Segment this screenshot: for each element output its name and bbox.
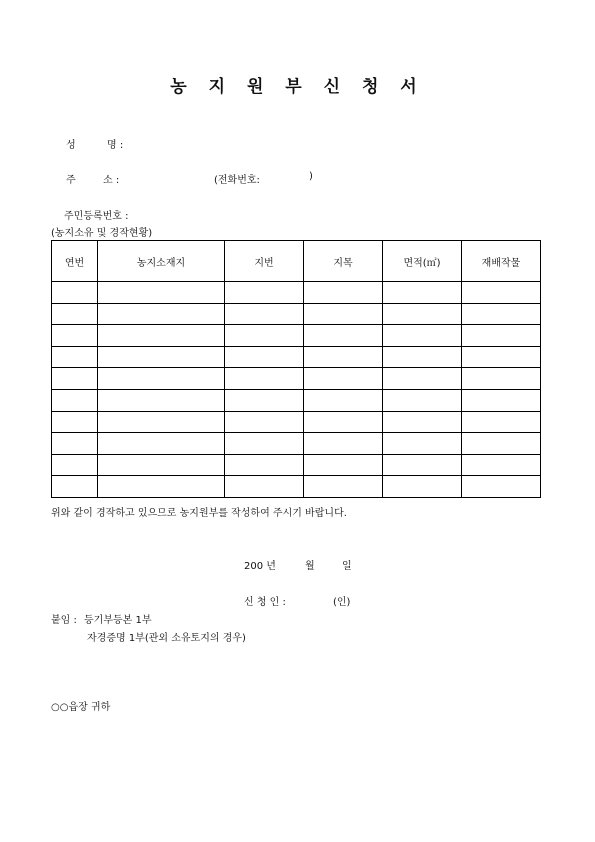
- cell-land-location: [98, 476, 225, 498]
- cell-serial: [52, 476, 98, 498]
- cell-land-location: [98, 454, 225, 476]
- cell-lot-number: [225, 368, 304, 390]
- cell-lot-number: [225, 389, 304, 411]
- cell-serial: [52, 411, 98, 433]
- cell-crop: [462, 476, 541, 498]
- cell-serial: [52, 325, 98, 347]
- phone-close: ): [309, 171, 313, 182]
- table-row: [52, 303, 541, 325]
- attachment-item-1: 등기부등본 1부: [84, 615, 152, 626]
- name-label-first: 성: [66, 140, 76, 151]
- cell-lot-number: [225, 325, 304, 347]
- cell-lot-number: [225, 346, 304, 368]
- name-label-second: 명 :: [107, 140, 124, 151]
- header-area: 면적(㎡): [383, 241, 462, 282]
- cell-land-category: [304, 476, 383, 498]
- cell-area: [383, 282, 462, 304]
- cell-land-location: [98, 368, 225, 390]
- cell-land-category: [304, 303, 383, 325]
- attachment-item-2: 자경증명 1부(관외 소유토지의 경우): [87, 633, 246, 644]
- cell-land-location: [98, 303, 225, 325]
- table-row: [52, 346, 541, 368]
- cell-serial: [52, 346, 98, 368]
- cell-area: [383, 476, 462, 498]
- cell-crop: [462, 433, 541, 455]
- cell-area: [383, 411, 462, 433]
- cell-land-location: [98, 389, 225, 411]
- table-row: [52, 411, 541, 433]
- cell-land-category: [304, 411, 383, 433]
- table-row: [52, 368, 541, 390]
- header-land-location: 농지소재지: [98, 241, 225, 282]
- addressee: ○○읍장 귀하: [51, 702, 111, 713]
- table-row: [52, 389, 541, 411]
- cell-land-location: [98, 282, 225, 304]
- cell-lot-number: [225, 454, 304, 476]
- cell-lot-number: [225, 411, 304, 433]
- applicant-label: 신 청 인 :: [244, 597, 286, 608]
- cell-crop: [462, 325, 541, 347]
- cell-area: [383, 325, 462, 347]
- header-serial: 연번: [52, 241, 98, 282]
- table-row: [52, 476, 541, 498]
- cell-lot-number: [225, 282, 304, 304]
- cell-crop: [462, 303, 541, 325]
- cell-serial: [52, 303, 98, 325]
- applicant-seal: (인): [333, 597, 351, 608]
- cell-lot-number: [225, 476, 304, 498]
- header-crop: 재배작물: [462, 241, 541, 282]
- cell-land-category: [304, 282, 383, 304]
- phone-label: (전화번호:: [214, 175, 260, 186]
- cell-land-category: [304, 433, 383, 455]
- cell-crop: [462, 346, 541, 368]
- cell-land-category: [304, 368, 383, 390]
- cell-serial: [52, 454, 98, 476]
- cell-land-category: [304, 325, 383, 347]
- cell-crop: [462, 389, 541, 411]
- cell-area: [383, 303, 462, 325]
- header-land-category: 지목: [304, 241, 383, 282]
- attachments-label: 붙임 :: [51, 615, 77, 626]
- cell-serial: [52, 433, 98, 455]
- cell-crop: [462, 282, 541, 304]
- table-row: [52, 454, 541, 476]
- date-year: 200 년: [244, 561, 276, 572]
- table-row: [52, 325, 541, 347]
- statement-text: 위와 같이 경작하고 있으므로 농지원부를 작성하여 주시기 바랍니다.: [51, 508, 347, 519]
- cell-lot-number: [225, 433, 304, 455]
- resident-id-label: 주민등록번호 :: [64, 211, 129, 222]
- cell-land-location: [98, 433, 225, 455]
- land-status-table: [51, 240, 541, 498]
- cell-area: [383, 346, 462, 368]
- cell-serial: [52, 389, 98, 411]
- cell-serial: [52, 368, 98, 390]
- date-month: 월: [305, 561, 315, 572]
- cell-area: [383, 368, 462, 390]
- table-header-row: [52, 241, 541, 282]
- table-row: [52, 433, 541, 455]
- cell-land-category: [304, 389, 383, 411]
- cell-serial: [52, 282, 98, 304]
- cell-land-location: [98, 346, 225, 368]
- address-label-second: 소 :: [103, 175, 120, 186]
- address-label-first: 주: [66, 175, 76, 186]
- table-row: [52, 282, 541, 304]
- cell-lot-number: [225, 303, 304, 325]
- cell-crop: [462, 411, 541, 433]
- table-caption: (농지소유 및 경작현황): [51, 228, 153, 239]
- cell-area: [383, 389, 462, 411]
- cell-land-category: [304, 454, 383, 476]
- header-lot-number: 지번: [225, 241, 304, 282]
- cell-area: [383, 433, 462, 455]
- date-day: 일: [342, 561, 352, 572]
- cell-land-category: [304, 346, 383, 368]
- cell-area: [383, 454, 462, 476]
- cell-crop: [462, 454, 541, 476]
- cell-crop: [462, 368, 541, 390]
- cell-land-location: [98, 325, 225, 347]
- page-title: 농 지 원 부 신 청 서: [170, 77, 425, 97]
- cell-land-location: [98, 411, 225, 433]
